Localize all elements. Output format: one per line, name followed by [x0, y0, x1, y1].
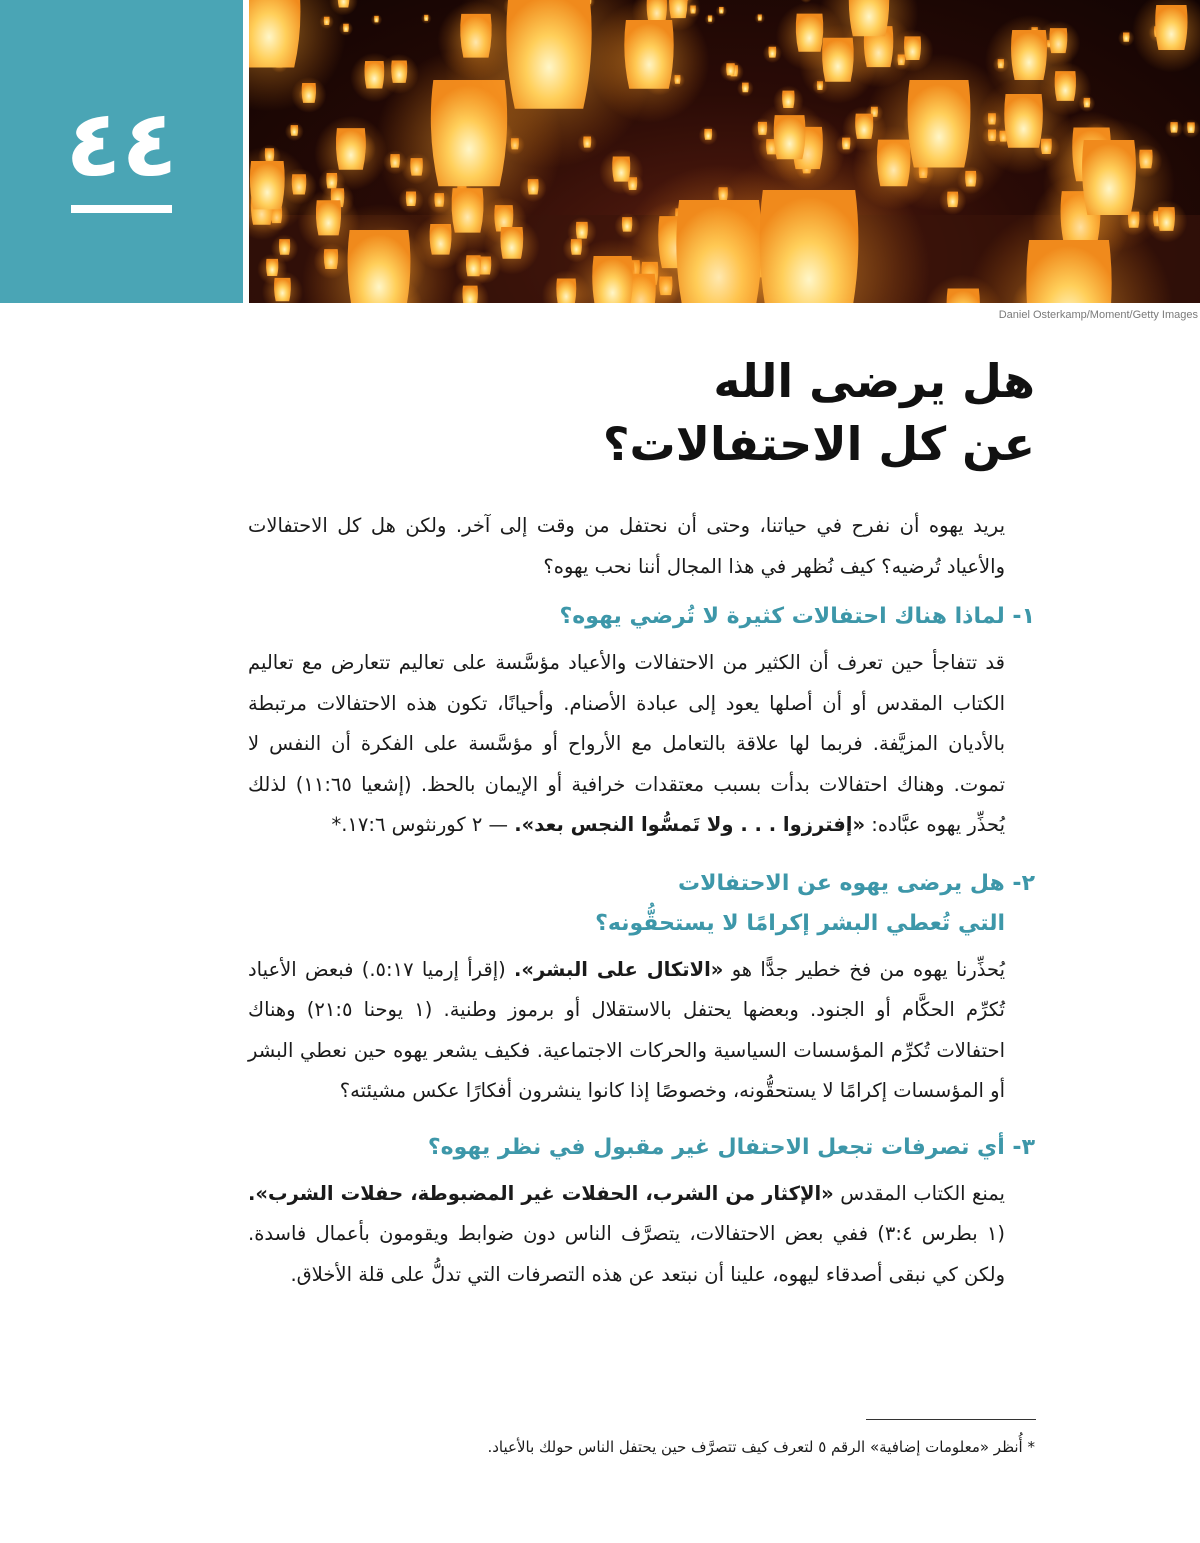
section-3-text-a: يمنع الكتاب المقدس: [840, 1181, 1005, 1205]
lantern: [699, 126, 718, 146]
lesson-number: ٤٤: [65, 90, 178, 197]
question-1-text: لماذا هناك احتفالات كثيرة لا تُرضي يهوه؟: [559, 604, 1005, 629]
footnote-divider: [866, 1419, 1036, 1420]
lanterns-illustration: [249, 0, 1200, 303]
lantern: [720, 60, 741, 82]
section-1-text: قد تتفاجأ حين تعرف أن الكثير من الاحتفالات والأعياد مؤسَّسة على تعاليم تتعارض مع تعاليم الكتاب المقدس أو أن أصلها يعود إلى عبادة الأصنام. وأحيانًا، تكون هذه الاحتفالات مرتبطة بالأديان المزيَّفة. فربما لها علاقة بالتعامل مع الأرواح أو مؤسَّسة على الفكرة أن النفس لا تموت. وهناك احتفالات بدأت بسبب معتقدات خرافية أو الإيمان بالحظ. (إشعيا ٦٥:‏١١) لذلك يُحذِّر يهوه عبَّاده:: [248, 651, 1006, 836]
section-3-paragraph: [248, 1174, 1005, 1296]
lantern: [599, 149, 643, 194]
title-line-1: هل يرضى الله: [713, 354, 1035, 408]
sky-lanterns-photo: [249, 0, 1200, 303]
lantern: [705, 14, 716, 25]
lesson-number-box: [0, 0, 243, 303]
section-2-emphasis: «الاتكال على البشر».: [514, 957, 724, 981]
question-2-text-line-1: هل يرضى يهوه عن الاحتفالات: [678, 870, 1005, 896]
lantern: [1132, 0, 1200, 72]
section-2-text-b: (إقرأ إرميا ١٧:‏٥.) فبعض الأعياد تُكرِّم الحكَّام أو الجنود. وبعضها يحتفل بالاستقلال أو برموز وطنية. (١ يوحنا ٥:‏٢١) وهناك احتفالات تُكرِّم المؤسسات السياسية والحركات الاجتماعية. فكيف يشعر يهوه حين نعطي البشر أو المؤسسات إكرامًا لا يستحقُّونه، وخصوصًا إذا كانوا ينشرون أفكارًا عكس مشيئته؟: [248, 957, 1005, 1102]
question-3-text: أي تصرفات تجعل الاحتفال غير مقبول في نظر يهوه؟: [427, 1134, 1005, 1160]
section-2-text-a: يُحذِّرنا يهوه من فخ خطير جدًّا هو: [731, 957, 1006, 981]
question-1-number: ١-: [1012, 604, 1035, 629]
lantern: [421, 13, 432, 24]
photo-credit: Daniel Osterkamp/Moment/Getty Images: [998, 309, 1198, 321]
lantern: [1165, 119, 1184, 138]
section-1-quote: «إفترزوا . . . ولا تَمسُّوا النجس بعد».: [514, 813, 866, 836]
question-2-text-line-2: التي تُعطي البشر إكرامًا لا يستحقُّونه؟: [595, 910, 1005, 936]
intro-paragraph: يريد يهوه أن نفرح في حياتنا، وحتى أن نحتفل من وقت إلى آخر. ولكن هل كل الاحتفالات والأعياد تُرضيه؟ كيف نُظهر في هذا المجال أننا نحب يهوه؟: [248, 514, 1005, 578]
section-2-paragraph: [248, 950, 1005, 1112]
page-title: [275, 350, 1035, 476]
question-2-number: ٢-: [1012, 870, 1035, 896]
lesson-content: [248, 506, 1035, 1295]
lantern: [371, 14, 382, 26]
lantern: [285, 122, 304, 141]
lantern: [754, 13, 765, 24]
section-1-reference: — ٢ كورنثوس ٦:‏١٧.*: [331, 813, 508, 836]
question-1-heading: [248, 597, 1035, 637]
lantern: [567, 217, 596, 247]
section-3-emphasis: «الإكثار من الشرب، الحفلات غير المضبوطة، حفلات الشرب».: [248, 1181, 834, 1205]
section-3-text-b: (١ بطرس ٤:‏٣) ففي بعض الاحتفالات، يتصرَّف الناس دون ضوابط ويقومون بأعمال فاسدة. ولكن كي نبقى أصدقاء ليهوه، علينا أن نبتعد عن هذه التصرفات التي تدلُّ على قلة الأخلاق.: [248, 1222, 1005, 1286]
title-line-2: عن كل الاحتفالات؟: [602, 417, 1035, 471]
question-2-heading: [248, 864, 1035, 944]
lantern: [716, 5, 727, 17]
footnote: * أُنظر «معلومات إضافية» الرقم ٥ لتعرف كيف تتصرَّف حين يحتفل الناس حولك بالأعياد.: [487, 1438, 1035, 1456]
lantern: [1182, 119, 1200, 138]
question-3-heading: [248, 1128, 1035, 1168]
lantern: [249, 0, 346, 111]
section-1-paragraph: [248, 643, 1005, 846]
lesson-number-underline: [71, 205, 172, 213]
question-3-number: ٣-: [1012, 1134, 1035, 1160]
lantern: [737, 80, 754, 97]
